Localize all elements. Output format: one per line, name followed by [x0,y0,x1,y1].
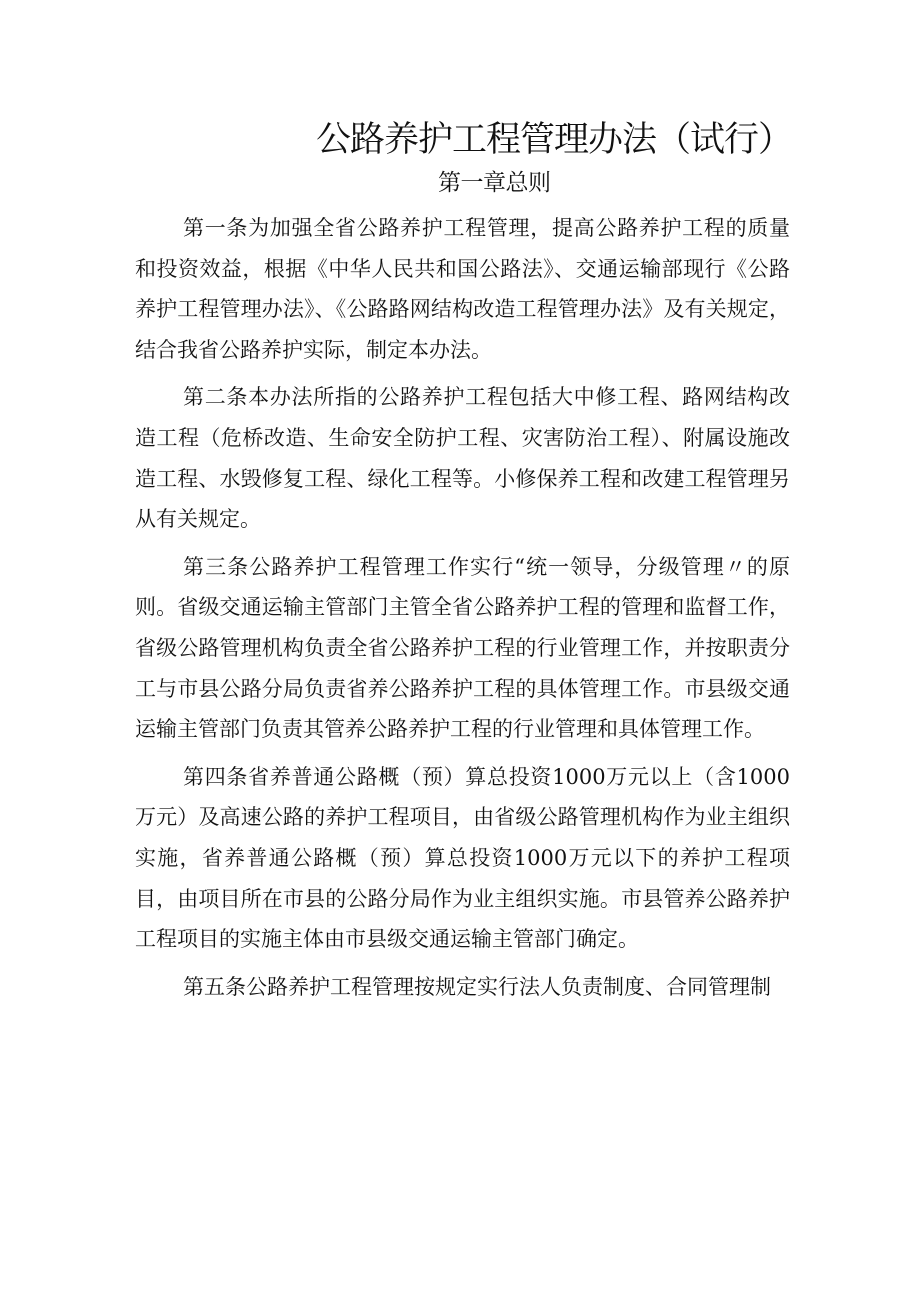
article-5-paragraph: 第五条公路养护工程管理按规定实行法人负责制度、合同管理制 [183,974,771,999]
document-body [135,208,790,1014]
article-2-paragraph: 第二条本办法所指的公路养护工程包括大中修工程、路网结构改造工程（危桥改造、生命安全防护工程、灾害防治工程）、附属设施改造工程、水毁修复工程、绿化工程等。小修保养工程和改建工程管理另从有关规定。 [135,385,790,532]
article-4-paragraph: 第四条省养普通公路概（预）算总投资1000万元以上（含1000万元）及高速公路的养护工程项目，由省级公路管理机构作为业主组织实施，省养普通公路概（预）算总投资1000万元以下的养护工程项目，由项目所在市县的公路分局作为业主组织实施。市县管养公路养护工程项目的实施主体由市县级交通运输主管部门确定。 [135,764,790,952]
chapter-heading: 第一章总则 [438,170,551,196]
document-title: 公路养护工程管理办法（试行） [316,120,793,160]
article-3-paragraph: 第三条公路养护工程管理工作实行“统一领导，分级管理〃的原则。省级交通运输主管部门主管全省公路养护工程的管理和监督工作，省级公路管理机构负责全省公路养护工程的行业管理工作，并按职责分工与市县公路分局负责省养公路养护工程的具体管理工作。市县级交通运输主管部门负责其管养公路养护工程的行业管理和具体管理工作。 [135,554,790,742]
article-1-paragraph: 第一条为加强全省公路养护工程管理，提高公路养护工程的质量和投资效益，根据《中华人民共和国公路法》、交通运输部现行《公路养护工程管理办法》、《公路路网结构改造工程管理办法》及有关规定，结合我省公路养护实际，制定本办法。 [135,216,790,362]
